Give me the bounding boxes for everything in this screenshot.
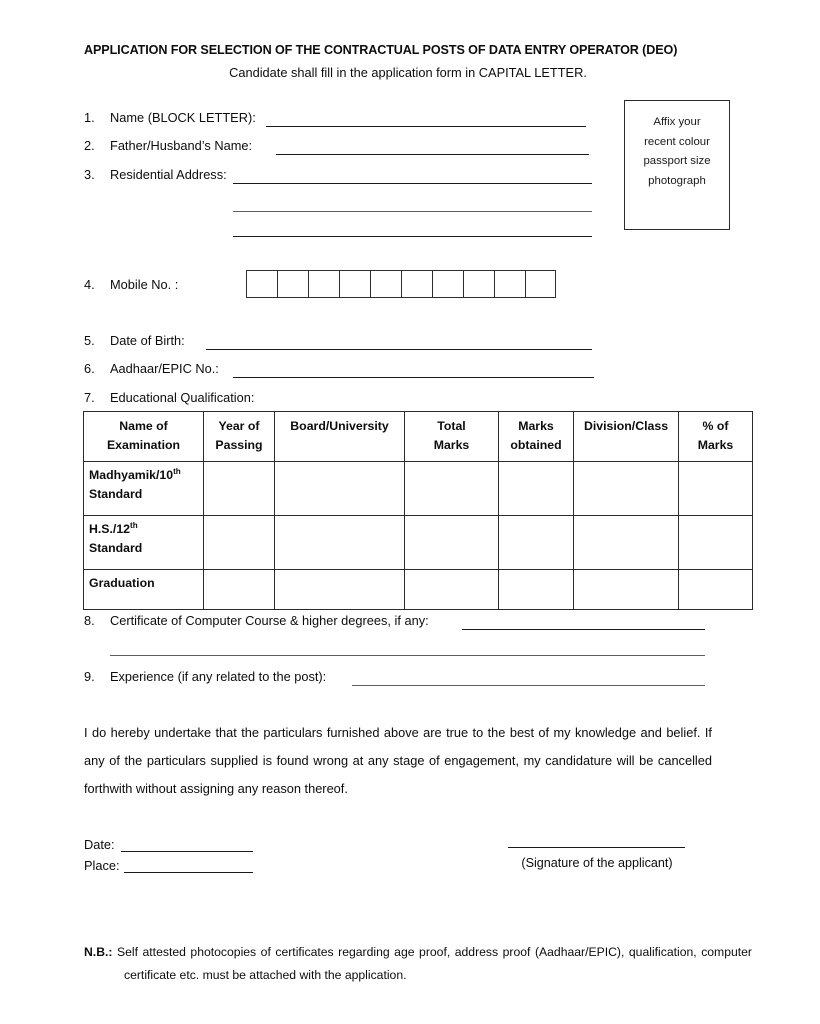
header-line-a: % of	[702, 419, 729, 433]
row-label-higher-secondary	[84, 516, 204, 570]
field-label-name: Name (BLOCK LETTER):	[110, 110, 256, 125]
row-label-main: Graduation	[89, 576, 155, 591]
field-number-5: 5.	[84, 333, 95, 348]
header-line-b: Marks	[433, 438, 470, 453]
date-answer-line[interactable]	[121, 851, 253, 852]
name-answer-line[interactable]	[266, 126, 586, 127]
cell-year-of-passing[interactable]	[204, 462, 275, 516]
header-line-b: Marks	[697, 438, 734, 453]
header-line-a: Division/Class	[583, 419, 669, 433]
field-number-1: 1.	[84, 110, 95, 125]
table-header-year-of-passing	[204, 412, 275, 462]
header-line-a: Name of	[119, 419, 168, 433]
field-label-experience: Experience (if any related to the post):	[110, 669, 327, 684]
table-header-row	[84, 412, 753, 462]
cell-total-marks[interactable]	[405, 516, 499, 570]
cell-board-university[interactable]	[275, 516, 405, 570]
row-label-graduation	[84, 570, 204, 610]
field-number-2: 2.	[84, 138, 95, 153]
page-subtitle: Candidate shall fill in the application form in CAPITAL LETTER.	[229, 65, 587, 80]
photo-box-line-1: Affix your	[653, 116, 701, 128]
table-header-board-university	[275, 412, 405, 462]
table-row	[84, 570, 753, 610]
header-line-a: Total	[437, 419, 466, 433]
field-name	[84, 110, 256, 125]
address-answer-line-2[interactable]	[233, 211, 592, 212]
row-label-madhyamik	[84, 462, 204, 516]
field-number-3: 3.	[84, 167, 95, 182]
table-header-total-marks	[405, 412, 499, 462]
note-body: Self attested photocopies of certificates regarding age proof, address proof (Aadhaar/EPIC), qualification, computer certificate etc. must be attached with the application.	[116, 945, 752, 982]
cell-board-university[interactable]	[275, 462, 405, 516]
table-header-percent-of-marks	[679, 412, 753, 462]
header-line-a: Marks	[518, 419, 554, 433]
field-experience	[84, 669, 326, 684]
cell-percent-of-marks[interactable]	[679, 462, 753, 516]
declaration-paragraph: I do hereby undertake that the particulars furnished above are true to the best of my knowledge and belief. If any of the particulars supplied is found wrong at any stage of engagement, my candidature will be cancelled forthwith without assigning any reason thereof.	[84, 725, 712, 796]
field-label-mobile-number: Mobile No. :	[110, 277, 179, 292]
photograph-affix-box	[624, 100, 730, 230]
signature-caption: (Signature of the applicant)	[521, 856, 673, 870]
row-label-superscript: th	[173, 467, 181, 476]
row-label-second: Standard	[89, 487, 143, 502]
row-label-main: H.S./12	[89, 522, 131, 537]
experience-answer-line[interactable]	[352, 685, 705, 686]
cell-total-marks[interactable]	[405, 462, 499, 516]
header-line-b: Examination	[106, 438, 181, 453]
address-answer-line-1[interactable]	[233, 183, 592, 184]
field-number-6: 6.	[84, 361, 95, 376]
cell-division-class[interactable]	[574, 462, 679, 516]
place-answer-line[interactable]	[124, 872, 253, 873]
mobile-digit-box-2[interactable]	[277, 270, 308, 298]
row-label-second: Standard	[89, 541, 143, 556]
mobile-digit-box-10[interactable]	[525, 270, 556, 298]
page-title: APPLICATION FOR SELECTION OF THE CONTRACTUAL POSTS OF DATA ENTRY OPERATOR (DEO)	[84, 43, 678, 57]
field-residential-address	[84, 167, 227, 182]
header-line-a: Year of	[218, 419, 260, 433]
note-prefix: N.B.:	[84, 945, 113, 959]
mobile-digit-box-7[interactable]	[432, 270, 463, 298]
row-label-superscript: th	[130, 521, 138, 530]
mobile-digit-box-3[interactable]	[308, 270, 339, 298]
mobile-digit-box-8[interactable]	[463, 270, 494, 298]
place-field	[84, 858, 120, 873]
mobile-digit-box-1[interactable]	[246, 270, 277, 298]
field-mobile-number	[84, 277, 178, 292]
row-label-main: Madhyamik/10	[89, 468, 174, 483]
mobile-digit-box-5[interactable]	[370, 270, 401, 298]
computer-certificate-answer-line-2[interactable]	[110, 655, 705, 656]
table-header-division-class	[574, 412, 679, 462]
header-line-b: Passing	[215, 438, 263, 453]
cell-year-of-passing[interactable]	[204, 570, 275, 610]
cell-percent-of-marks[interactable]	[679, 570, 753, 610]
table-row	[84, 462, 753, 516]
educational-qualification-table	[83, 411, 753, 610]
signature-line[interactable]	[508, 847, 685, 848]
photo-box-line-3: passport size	[643, 155, 711, 168]
aadhaar-epic-answer-line[interactable]	[233, 377, 594, 378]
note-nb	[84, 941, 752, 986]
field-date-of-birth	[84, 333, 185, 348]
date-of-birth-answer-line[interactable]	[206, 349, 592, 350]
field-number-4: 4.	[84, 277, 95, 292]
field-label-residential-address: Residential Address:	[110, 167, 227, 182]
cell-marks-obtained[interactable]	[499, 462, 574, 516]
field-number-8: 8.	[84, 613, 95, 628]
header-line-a: Board/University	[290, 419, 389, 433]
field-label-father-husband-name: Father/Husband’s Name:	[110, 138, 253, 153]
field-label-date-of-birth: Date of Birth:	[110, 333, 185, 348]
father-husband-name-answer-line[interactable]	[276, 154, 589, 155]
cell-division-class[interactable]	[574, 570, 679, 610]
mobile-number-boxes[interactable]	[246, 270, 556, 298]
photo-box-line-2: recent colour	[644, 135, 710, 148]
field-number-7: 7.	[84, 390, 95, 405]
date-field	[84, 837, 115, 852]
cell-percent-of-marks[interactable]	[679, 516, 753, 570]
cell-marks-obtained[interactable]	[499, 516, 574, 570]
date-label: Date:	[84, 837, 115, 852]
cell-marks-obtained[interactable]	[499, 570, 574, 610]
field-number-9: 9.	[84, 669, 95, 684]
field-computer-certificate	[84, 613, 429, 628]
computer-certificate-answer-line-1[interactable]	[462, 629, 705, 630]
field-educational-qualification	[84, 390, 254, 405]
cell-year-of-passing[interactable]	[204, 516, 275, 570]
table-header-name-of-examination	[84, 412, 204, 462]
cell-division-class[interactable]	[574, 516, 679, 570]
table-row	[84, 516, 753, 570]
table-header-marks-obtained	[499, 412, 574, 462]
mobile-digit-box-6[interactable]	[401, 270, 432, 298]
mobile-digit-box-4[interactable]	[339, 270, 370, 298]
header-line-b: obtained	[510, 438, 562, 453]
photo-box-line-4: photograph	[648, 174, 706, 187]
field-label-educational-qualification: Educational Qualification:	[110, 390, 255, 405]
field-father-husband-name	[84, 138, 252, 153]
field-label-aadhaar-epic: Aadhaar/EPIC No.:	[110, 361, 219, 376]
address-answer-line-3[interactable]	[233, 236, 592, 237]
mobile-digit-box-9[interactable]	[494, 270, 525, 298]
cell-board-university[interactable]	[275, 570, 405, 610]
field-label-computer-certificate: Certificate of Computer Course & higher degrees, if any:	[110, 613, 429, 628]
place-label: Place:	[84, 858, 120, 873]
cell-total-marks[interactable]	[405, 570, 499, 610]
field-aadhaar-epic	[84, 361, 219, 376]
